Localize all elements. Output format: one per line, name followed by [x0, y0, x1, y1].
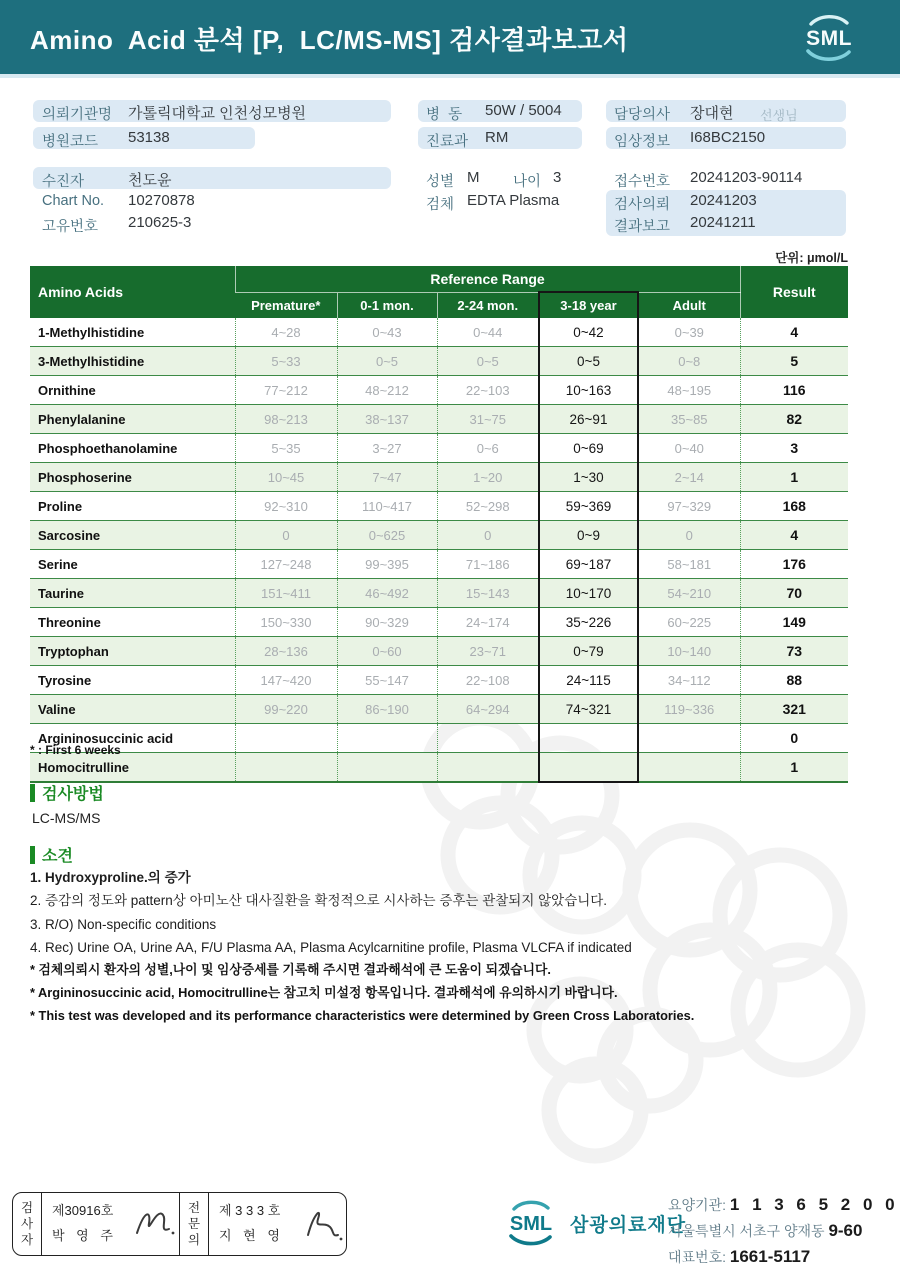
patient-field-bg [33, 167, 391, 189]
result-value: 73 [740, 637, 848, 666]
col-header-premature: Premature* [235, 292, 337, 318]
sml-footer-logo-text: SML [509, 1213, 553, 1235]
sml-footer-logo-icon [500, 1196, 562, 1250]
range-3-18year: 59~369 [539, 492, 638, 521]
table-row [30, 347, 848, 376]
amino-acid-name: Taurine [30, 579, 235, 608]
range-3-18year: 35~226 [539, 608, 638, 637]
method-title-text: 검사방법 [42, 786, 104, 803]
table-row [30, 753, 848, 783]
col-header-0-1mon: 0-1 mon. [337, 292, 437, 318]
range-adult: 58~181 [638, 550, 740, 579]
hospital-code-value: 53138 [128, 129, 170, 146]
examiner-cell [42, 1193, 179, 1255]
report-value: 20241211 [690, 214, 756, 231]
request-value: 20241203 [690, 192, 757, 209]
request-label: 검사의뢰 [614, 197, 671, 213]
range-2-24mon: 23~71 [437, 637, 539, 666]
range-2-24mon [437, 724, 539, 753]
signature-box [12, 1192, 347, 1256]
result-value: 4 [740, 521, 848, 550]
page-title: Amino Acid 분석 [P, LC/MS-MS] 검사결과보고서 [30, 25, 629, 55]
green-bar-icon [30, 846, 35, 864]
amino-acid-name: Phosphoserine [30, 463, 235, 492]
range-0-1mon: 0~5 [337, 347, 437, 376]
col-header-adult: Adult [638, 292, 740, 318]
amino-acid-name: Threonine [30, 608, 235, 637]
range-3-18year [539, 724, 638, 753]
amino-acid-table [30, 266, 848, 783]
amino-acid-name: 3-Methylhistidine [30, 347, 235, 376]
table-row [30, 637, 848, 666]
range-3-18year: 1~30 [539, 463, 638, 492]
range-premature: 4~28 [235, 318, 337, 347]
range-adult: 54~210 [638, 579, 740, 608]
patient-value: 천도윤 [128, 172, 172, 189]
opinion-item: 3. R/O) Non-specific conditions [30, 916, 217, 932]
range-0-1mon: 55~147 [337, 666, 437, 695]
table-row [30, 608, 848, 637]
range-0-1mon: 3~27 [337, 434, 437, 463]
result-value: 5 [740, 347, 848, 376]
range-0-1mon: 99~395 [337, 550, 437, 579]
range-2-24mon: 0 [437, 521, 539, 550]
range-adult: 0~40 [638, 434, 740, 463]
range-adult: 35~85 [638, 405, 740, 434]
footer-address: 서울특별시 서초구 양재동 9-60 [668, 1221, 863, 1240]
range-0-1mon: 0~60 [337, 637, 437, 666]
range-adult [638, 753, 740, 783]
range-premature: 127~248 [235, 550, 337, 579]
range-2-24mon: 0~44 [437, 318, 539, 347]
examiner-license-no: 제30916호 [52, 1203, 114, 1218]
result-value: 88 [740, 666, 848, 695]
amino-acid-name: Tryptophan [30, 637, 235, 666]
range-0-1mon: 38~137 [337, 405, 437, 434]
range-2-24mon: 22~108 [437, 666, 539, 695]
note-item: * 검체의뢰시 환자의 성별,나이 및 임상증세를 기록해 주시면 결과해석에 큰 도움이 되겠습니다. [30, 962, 551, 977]
table-row [30, 579, 848, 608]
chart-no-value: 10270878 [128, 192, 195, 209]
result-value: 1 [740, 753, 848, 783]
range-adult: 119~336 [638, 695, 740, 724]
receipt-label: 접수번호 [614, 174, 671, 190]
range-adult: 60~225 [638, 608, 740, 637]
table-row [30, 492, 848, 521]
range-premature: 5~35 [235, 434, 337, 463]
range-premature: 0 [235, 521, 337, 550]
uid-value: 210625-3 [128, 214, 192, 231]
range-adult: 97~329 [638, 492, 740, 521]
footer-phone: 대표번호: 1661-5117 [668, 1247, 811, 1266]
table-row [30, 463, 848, 492]
range-0-1mon: 48~212 [337, 376, 437, 405]
range-3-18year: 74~321 [539, 695, 638, 724]
range-3-18year: 24~115 [539, 666, 638, 695]
col-header-amino-acids: Amino Acids [30, 266, 235, 318]
range-premature: 92~310 [235, 492, 337, 521]
sex-value: M [467, 169, 480, 186]
range-3-18year: 10~163 [539, 376, 638, 405]
range-0-1mon: 90~329 [337, 608, 437, 637]
amino-acid-name: Valine [30, 695, 235, 724]
result-value: 70 [740, 579, 848, 608]
amino-table-body [30, 318, 848, 782]
result-value: 149 [740, 608, 848, 637]
range-premature: 98~213 [235, 405, 337, 434]
org-value: 가톨릭대학교 인천성모병원 [128, 105, 307, 122]
doctor-suffix: 선생님 [760, 108, 798, 123]
note-item: * Argininosuccinic acid, Homocitrulline는 참고치 미설정 항목입니다. 결과해석에 유의하시기 바랍니다. [30, 985, 618, 1000]
sex-label: 성별 [426, 174, 455, 190]
table-footnote: * : First 6 weeks [30, 743, 121, 757]
range-2-24mon: 31~75 [437, 405, 539, 434]
sml-logo-text: SML [806, 27, 852, 50]
amino-acid-name: Ornithine [30, 376, 235, 405]
receipt-value: 20241203-90114 [690, 169, 803, 186]
result-value: 321 [740, 695, 848, 724]
col-header-2-24mon: 2-24 mon. [437, 292, 539, 318]
range-adult: 34~112 [638, 666, 740, 695]
sml-logo-icon [795, 10, 863, 66]
range-3-18year: 69~187 [539, 550, 638, 579]
doctor-label: 담당의사 [614, 107, 671, 123]
result-value: 176 [740, 550, 848, 579]
result-value: 82 [740, 405, 848, 434]
range-premature: 150~330 [235, 608, 337, 637]
col-header-reference-range: Reference Range [235, 266, 740, 292]
range-premature [235, 724, 337, 753]
range-0-1mon: 46~492 [337, 579, 437, 608]
doctor-value: 장대현 [690, 105, 734, 122]
range-2-24mon: 71~186 [437, 550, 539, 579]
specialist-signature-icon [298, 1203, 344, 1245]
opinion-item: 2. 증감의 정도와 pattern상 아미노산 대사질환을 확정적으로 시사하는 증후는 관찰되지 않았습니다. [30, 893, 608, 909]
range-2-24mon: 64~294 [437, 695, 539, 724]
range-0-1mon: 0~625 [337, 521, 437, 550]
range-0-1mon [337, 724, 437, 753]
opinion-title-text: 소견 [42, 848, 73, 865]
care-org-number: 요양기관: 1 1 3 6 5 2 0 0 [668, 1195, 899, 1214]
ward-value: 50W / 5004 [485, 102, 562, 119]
range-adult: 0~39 [674, 324, 704, 340]
amino-acid-name: Serine [30, 550, 235, 579]
report-notes [30, 958, 694, 1027]
ward-label: 병 동 [426, 107, 463, 123]
table-row [30, 666, 848, 695]
specialist-license-no: 제 3 3 3 호 [219, 1203, 281, 1218]
range-2-24mon: 22~103 [437, 376, 539, 405]
opinion-item: 4. Rec) Urine OA, Urine AA, F/U Plasma AA, Plasma Acylcarnitine profile, Plasma VLCFA if indicated [30, 940, 632, 956]
range-2-24mon: 1~20 [437, 463, 539, 492]
table-row [30, 724, 848, 753]
range-adult: 2~14 [638, 463, 740, 492]
table-row [30, 695, 848, 724]
result-value: 168 [740, 492, 848, 521]
opinion-section-title [30, 843, 73, 866]
result-value: 116 [740, 376, 848, 405]
clinical-label: 임상정보 [614, 134, 671, 150]
range-2-24mon: 24~174 [437, 608, 539, 637]
specialist-name: 지 현 영 [219, 1228, 284, 1243]
range-premature [235, 753, 337, 783]
range-2-24mon: 0~6 [437, 434, 539, 463]
range-0-1mon [337, 753, 437, 783]
result-value: 0 [740, 724, 848, 753]
specialist-role-label: 전문의 [179, 1193, 209, 1255]
range-3-18year: 0~5 [539, 347, 638, 376]
method-value: LC-MS/MS [32, 810, 101, 826]
specimen-label: 검체 [426, 197, 455, 213]
table-row [30, 434, 848, 463]
range-3-18year: 0~69 [539, 434, 638, 463]
range-premature: 28~136 [235, 637, 337, 666]
examiner-role-label: 검사자 [13, 1193, 42, 1255]
range-2-24mon: 52~298 [437, 492, 539, 521]
table-row [30, 521, 848, 550]
range-0-1mon: 110~417 [337, 492, 437, 521]
result-value: 1 [740, 463, 848, 492]
range-premature: 151~411 [235, 579, 337, 608]
range-0-1mon: 86~190 [337, 695, 437, 724]
range-3-18year: 26~91 [539, 405, 638, 434]
amino-acid-name: Argininosuccinic acid [30, 724, 235, 753]
range-premature: 99~220 [235, 695, 337, 724]
table-row [30, 376, 848, 405]
col-header-result: Result [740, 266, 848, 318]
range-2-24mon: 15~143 [437, 579, 539, 608]
range-3-18year [539, 753, 638, 783]
chart-no-label: Chart No. [42, 193, 105, 209]
range-3-18year: 0~9 [539, 521, 638, 550]
dept-label: 진료과 [426, 134, 469, 150]
range-premature: 10~45 [235, 463, 337, 492]
amino-acid-name: Phenylalanine [30, 405, 235, 434]
range-3-18year: 10~170 [539, 579, 638, 608]
range-3-18year: 0~42 [539, 318, 638, 347]
col-header-3-18year: 3-18 year [539, 292, 638, 318]
table-row [30, 318, 848, 347]
footer-contact [668, 1192, 899, 1270]
report-label: 결과보고 [614, 219, 671, 235]
range-3-18year: 0~79 [539, 637, 638, 666]
amino-acid-name: Homocitrulline [30, 753, 235, 783]
range-premature: 147~420 [235, 666, 337, 695]
dept-value: RM [485, 129, 509, 146]
specialist-cell [209, 1193, 346, 1255]
range-0-1mon: 0~43 [337, 318, 437, 347]
uid-label: 고유번호 [42, 219, 99, 235]
examiner-signature-icon [131, 1203, 177, 1245]
table-row [30, 405, 848, 434]
examiner-name: 박 영 주 [52, 1228, 117, 1243]
result-value: 3 [740, 434, 848, 463]
age-value: 3 [553, 169, 562, 186]
title-bar [0, 0, 900, 74]
hospital-code-label: 병원코드 [42, 134, 99, 150]
amino-acid-name: Proline [30, 492, 235, 521]
footer-org-name: 삼광의료재단 [570, 1214, 687, 1236]
note-item: * This test was developed and its performance characteristics were determined by Green Cross Laboratories. [30, 1008, 695, 1023]
green-bar-icon [30, 784, 35, 802]
range-premature: 77~212 [235, 376, 337, 405]
amino-acid-name: Sarcosine [30, 521, 235, 550]
amino-acid-name: 1-Methylhistidine [38, 324, 145, 340]
specimen-value: EDTA Plasma [467, 192, 560, 209]
range-premature: 5~33 [235, 347, 337, 376]
clinical-value: I68BC2150 [690, 129, 766, 146]
range-adult [638, 724, 740, 753]
table-row [30, 550, 848, 579]
range-adult: 48~195 [638, 376, 740, 405]
footer-logo [500, 1196, 686, 1250]
opinion-list [30, 866, 632, 960]
age-label: 나이 [513, 174, 542, 190]
patient-label: 수진자 [42, 174, 85, 190]
org-label: 의뢰기관명 [42, 107, 113, 123]
result-value: 4 [740, 318, 848, 347]
method-section-title [30, 781, 104, 804]
unit-label: 단위: μmol/L [775, 251, 848, 265]
amino-acid-name: Tyrosine [30, 666, 235, 695]
range-adult: 0 [638, 521, 740, 550]
range-adult: 0~8 [638, 347, 740, 376]
range-2-24mon: 0~5 [437, 347, 539, 376]
opinion-item: 1. Hydroxyproline.의 증가 [30, 870, 191, 885]
range-adult: 10~140 [638, 637, 740, 666]
range-2-24mon [437, 753, 539, 783]
range-0-1mon: 7~47 [337, 463, 437, 492]
amino-acid-name: Phosphoethanolamine [30, 434, 235, 463]
